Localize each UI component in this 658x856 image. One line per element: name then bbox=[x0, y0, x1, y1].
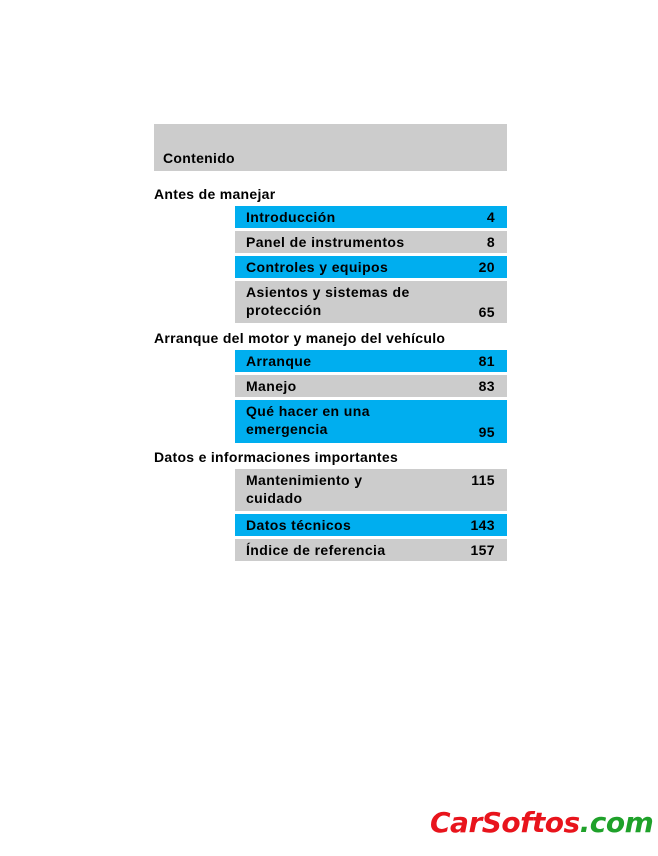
entry-label: Mantenimiento y cuidado bbox=[246, 472, 363, 506]
entry-page: 157 bbox=[470, 542, 495, 558]
toc-entry[interactable] bbox=[235, 256, 507, 278]
entry-page: 8 bbox=[486, 234, 495, 250]
toc-entry[interactable] bbox=[235, 281, 507, 323]
toc-title: Contenido bbox=[163, 150, 235, 166]
section-title: Datos e informaciones importantes bbox=[154, 449, 399, 465]
section-title: Arranque del motor y manejo del vehículo bbox=[154, 330, 446, 346]
toc-entry[interactable] bbox=[235, 231, 507, 253]
entry-label: Asientos y sistemas de protección bbox=[246, 284, 410, 318]
entry-label: Manejo bbox=[246, 378, 297, 394]
entry-page: 65 bbox=[478, 304, 495, 320]
entry-label: Controles y equipos bbox=[246, 259, 389, 275]
toc-entry[interactable] bbox=[235, 206, 507, 228]
entry-page: 143 bbox=[470, 517, 495, 533]
entry-label: Datos técnicos bbox=[246, 517, 352, 533]
watermark-logo bbox=[430, 806, 653, 839]
entry-label: Índice de referencia bbox=[246, 542, 386, 558]
entry-page: 4 bbox=[486, 209, 495, 225]
entry-label: Arranque bbox=[246, 353, 312, 369]
watermark-brand: CarSoftos bbox=[430, 806, 580, 839]
entry-page: 20 bbox=[478, 259, 495, 275]
toc-entry[interactable] bbox=[235, 539, 507, 561]
entry-label: Panel de instrumentos bbox=[246, 234, 405, 250]
toc-entry[interactable] bbox=[235, 375, 507, 397]
section-title: Antes de manejar bbox=[154, 186, 276, 202]
entry-page: 115 bbox=[471, 472, 495, 488]
entry-page: 95 bbox=[478, 424, 495, 440]
entry-label: Qué hacer en una emergencia bbox=[246, 403, 370, 437]
entry-page: 81 bbox=[478, 353, 495, 369]
toc-header bbox=[154, 124, 507, 171]
toc-entry[interactable] bbox=[235, 469, 507, 511]
toc-entry[interactable] bbox=[235, 400, 507, 443]
entry-label: Introducción bbox=[246, 209, 336, 225]
entry-page: 83 bbox=[478, 378, 495, 394]
toc-entry[interactable] bbox=[235, 350, 507, 372]
watermark-suffix: .com bbox=[579, 806, 654, 839]
toc-entry[interactable] bbox=[235, 514, 507, 536]
